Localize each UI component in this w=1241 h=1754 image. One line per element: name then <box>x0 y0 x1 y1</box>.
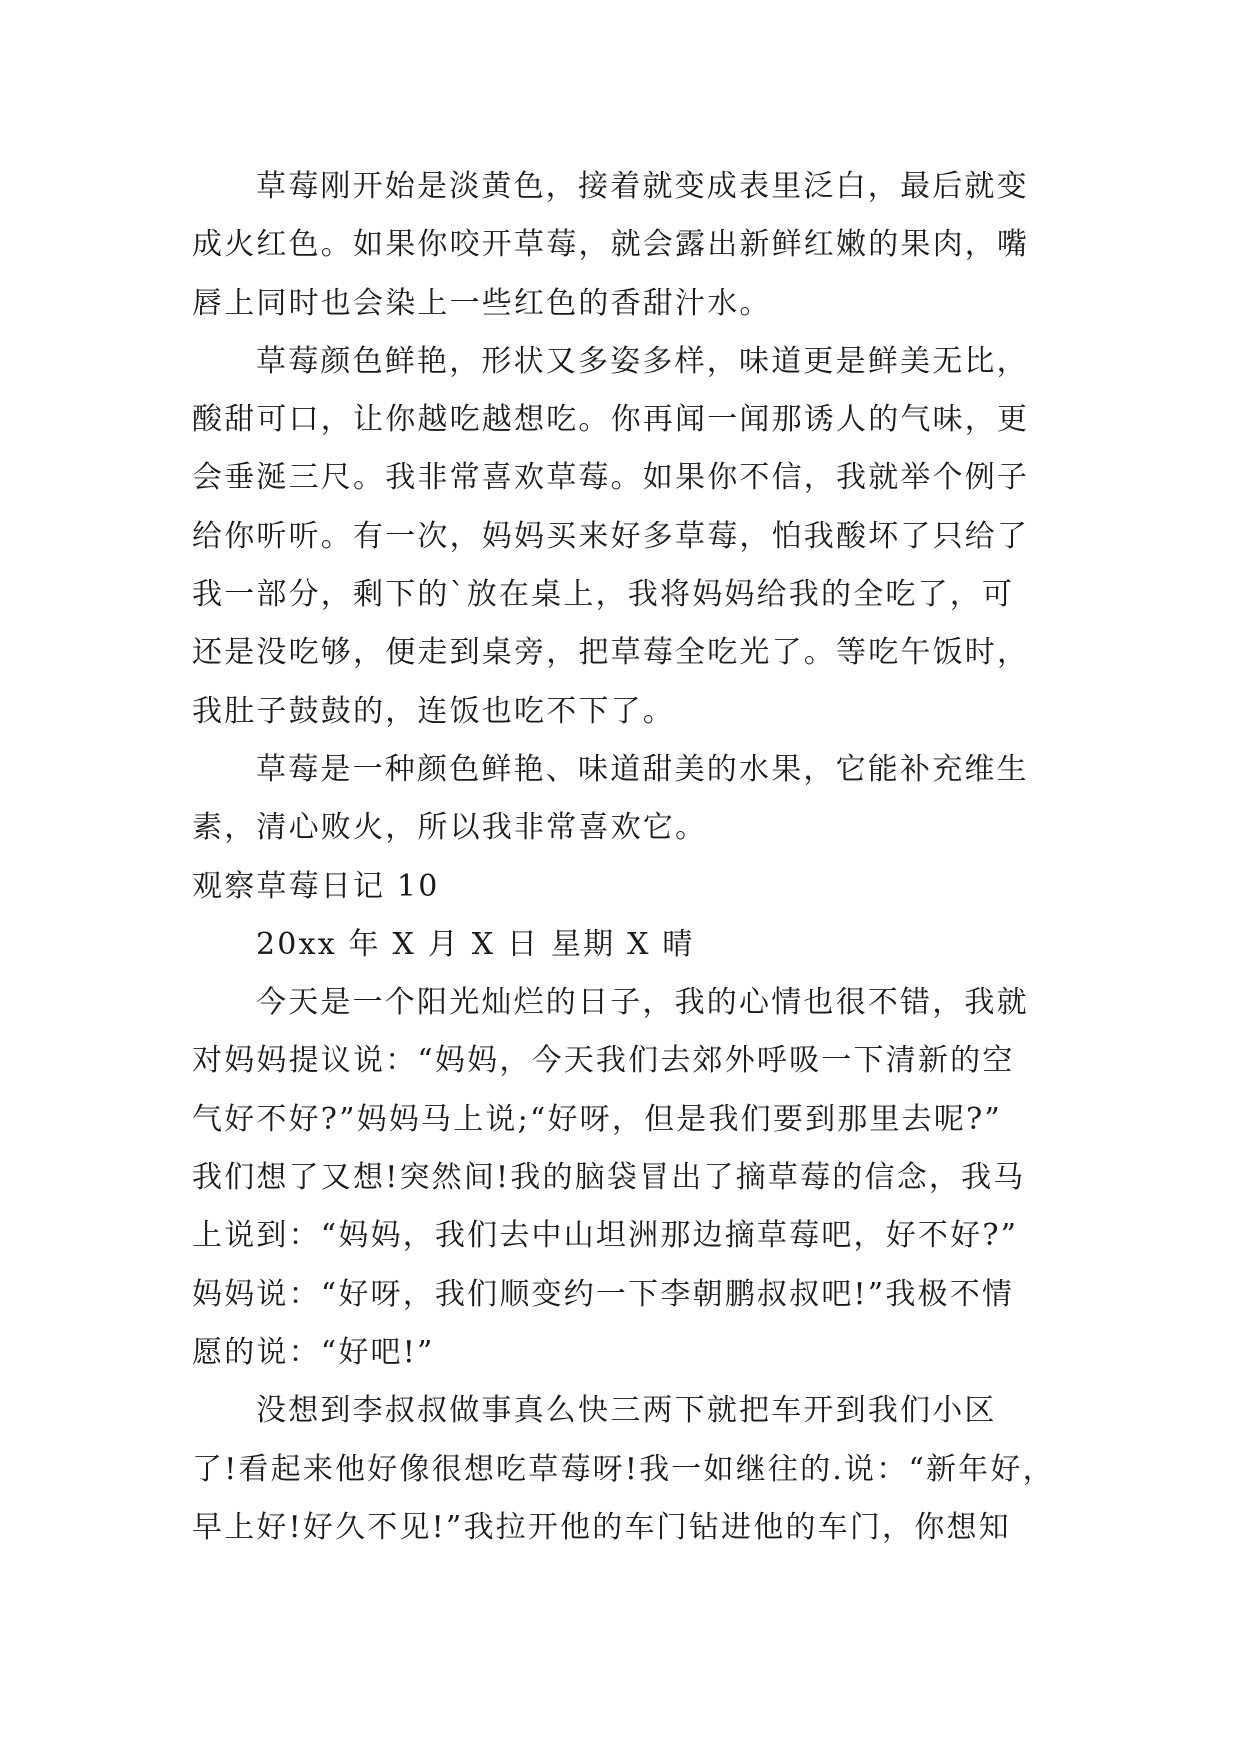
text-line: 了!看起来他好像很想吃草莓呀!我一如继往的.说：“新年好， <box>192 1451 1055 1487</box>
text-line: 早上好!好久不见!”我拉开他的车门钻进他的车门，你想知 <box>192 1509 1011 1545</box>
text-line: 愿的说：“好吧!” <box>192 1334 435 1370</box>
document-body <box>192 158 1062 1557</box>
text-line: 上说到：“妈妈，我们去中山坦洲那边摘草莓吧，好不好?” <box>192 1218 1019 1254</box>
text-line: 草莓刚开始是淡黄色，接着就变成表里泛白，最后就变 <box>256 169 1029 204</box>
text-line: 我肚子鼓鼓的，连饭也吃不下了。 <box>192 693 675 729</box>
section-heading: 观察草莓日记 10 <box>192 868 440 904</box>
text-line: 酸甜可口，让你越吃越想吃。你再闻一闻那诱人的气味，更 <box>192 402 1030 438</box>
text-line: 对妈妈提议说：“妈妈，今天我们去郊外呼吸一下清新的空 <box>192 1043 1015 1079</box>
text-line: 我一部分，剩下的`放在桌上，我将妈妈给我的全吃了，可 <box>192 577 1015 613</box>
text-line: 我们想了又想!突然间!我的脑袋冒出了摘草莓的信念，我马 <box>192 1160 1026 1196</box>
diary-date-line: 20xx 年 X 月 X 日 星期 X 晴 <box>256 926 695 962</box>
text-line: 唇上同时也会染上一些红色的香甜汁水。 <box>192 285 772 321</box>
text-line: 给你听听。有一次，妈妈买来好多草莓，怕我酸坏了只给了 <box>192 518 1030 554</box>
text-line: 素，清心败火，所以我非常喜欢它。 <box>192 810 708 846</box>
text-line: 草莓是一种颜色鲜艳、味道甜美的水果，它能补充维生 <box>256 751 1029 787</box>
text-line: 没想到李叔叔做事真么快三两下就把车开到我们小区 <box>256 1393 997 1429</box>
text-line: 妈妈说：“好呀，我们顺变约一下李朝鹏叔叔吧!”我极不情 <box>192 1276 1015 1312</box>
text-line: 还是没吃够，便走到桌旁，把草莓全吃光了。等吃午饭时， <box>192 635 1030 671</box>
text-line: 气好不好?”妈妈马上说;“好呀，但是我们要到那里去呢?” <box>192 1101 1002 1137</box>
text-line: 成火红色。如果你咬开草莓，就会露出新鲜红嫩的果肉，嘴 <box>192 227 1030 263</box>
text-line: 草莓颜色鲜艳，形状又多姿多样，味道更是鲜美无比， <box>256 343 1029 379</box>
text-line: 今天是一个阳光灿烂的日子，我的心情也很不错，我就 <box>256 985 1029 1021</box>
text-line: 会垂涎三尺。我非常喜欢草莓。如果你不信，我就举个例子 <box>192 460 1030 496</box>
